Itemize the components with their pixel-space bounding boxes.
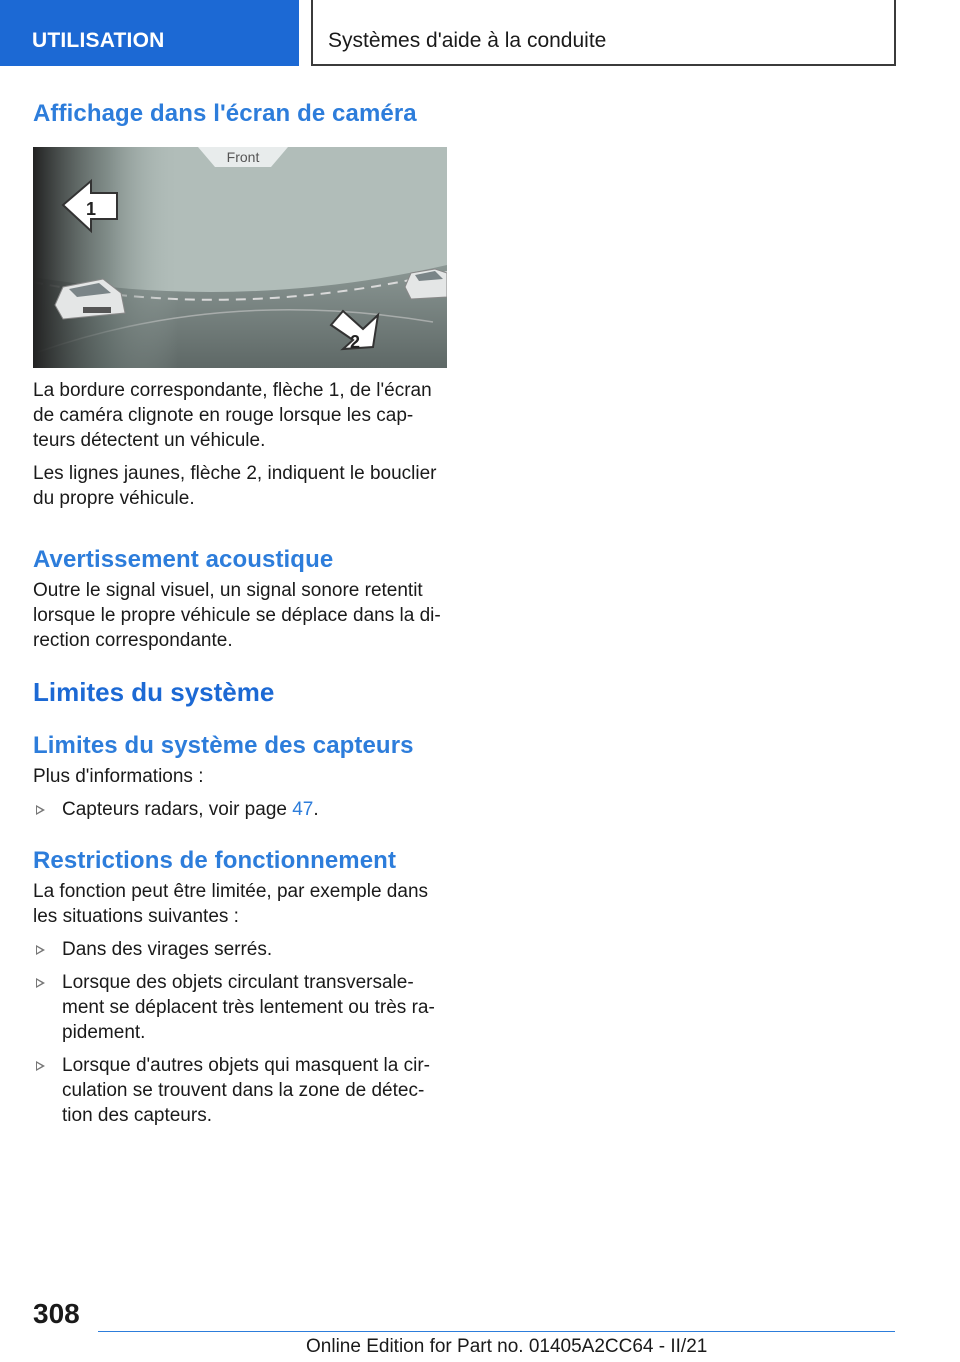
acoustic-warning-paragraph: Outre le signal visuel, un signal sonore retentit lorsque le propre véhicule se déplace dans la di-rection correspondante. (33, 580, 441, 651)
bullet-triangle-icon (36, 945, 45, 955)
list-item-text: Lorsque des objets circulant transversale-ment se déplacent très lentement ou très ra-pidement. (62, 972, 435, 1043)
list-item (33, 1053, 447, 1128)
page-number: 308 (33, 1298, 80, 1329)
restrictions-heading: Restrictions de fonctionnement (33, 847, 397, 874)
sensor-limits-list (33, 797, 447, 822)
list-item-text: Capteurs radars, voir page (62, 799, 293, 820)
list-item (33, 797, 447, 822)
restrictions-paragraph: La fonction peut être limitée, par exemple dans les situations suivantes : (33, 881, 429, 927)
restrictions-list (33, 937, 447, 1128)
system-limits-heading: Limites du système (33, 677, 275, 707)
list-item-text: Dans des virages serrés. (62, 939, 273, 960)
page-content (33, 100, 447, 1128)
camera-paragraph-1: La bordure correspondante, flèche 1, de l'écran de caméra clignote en rouge lorsque les cap-teurs détectent un véhicule. (33, 380, 432, 451)
header-chapter-title: Systèmes d'aide à la conduite (311, 0, 896, 66)
arrow-2-number: 2 (349, 332, 361, 352)
footer-divider (98, 1331, 895, 1332)
front-label: Front (226, 149, 260, 165)
list-item-text: Lorsque d'autres objets qui masquent la cir-culation se trouvent dans la zone de détec-tion des capteurs. (62, 1055, 430, 1126)
list-item (33, 970, 447, 1045)
acoustic-warning-heading: Avertissement acoustique (33, 546, 334, 573)
bullet-triangle-icon (36, 1061, 45, 1071)
right-car-image (405, 269, 447, 299)
list-item-end: . (313, 799, 319, 820)
list-item (33, 937, 447, 962)
sensor-limits-heading: Limites du système des capteurs (33, 732, 414, 759)
bullet-triangle-icon (36, 978, 45, 988)
header-section-tab: UTILISATION (0, 0, 299, 66)
camera-paragraph-2: Les lignes jaunes, flèche 2, indiquent le bouclier du propre véhicule. (33, 463, 437, 509)
sensor-limits-paragraph: Plus d'informations : (33, 766, 204, 787)
page-link[interactable]: 47 (292, 799, 314, 820)
camera-display-heading: Affichage dans l'écran de caméra (33, 100, 417, 127)
bullet-triangle-icon (36, 805, 45, 815)
camera-screen-figure (33, 147, 447, 368)
footer-edition-text: Online Edition for Part no. 01405A2CC64 - II/21 (306, 1336, 708, 1357)
arrow-1-number: 1 (85, 199, 97, 219)
